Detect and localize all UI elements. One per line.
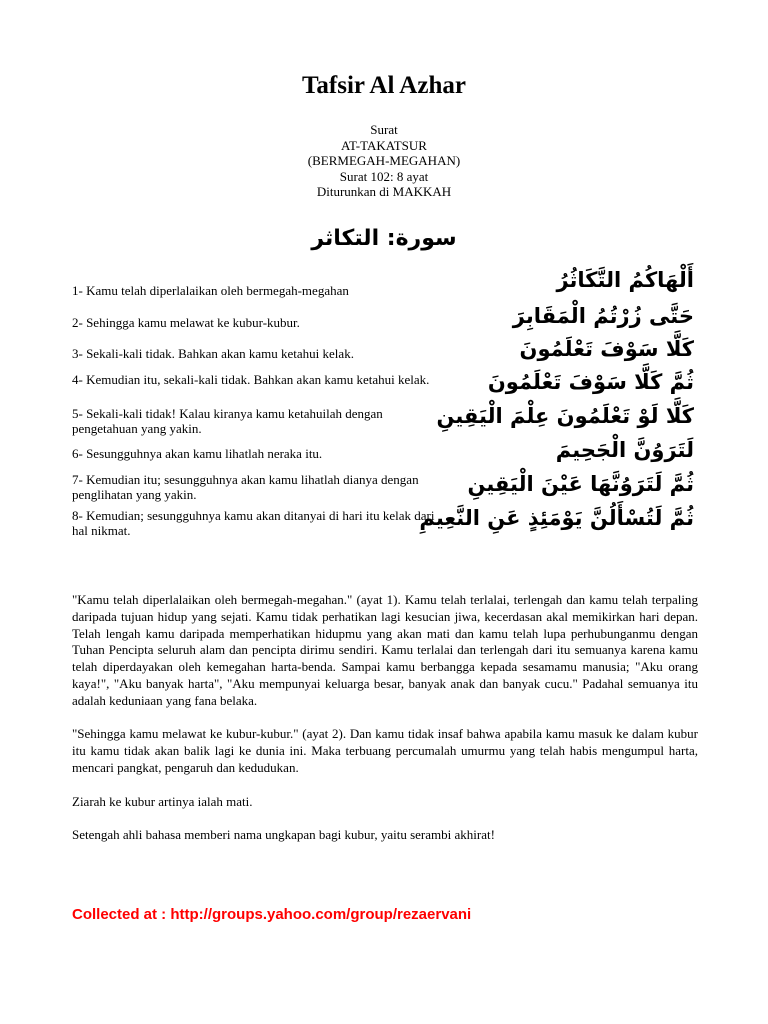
commentary-paragraph: "Sehingga kamu melawat ke kubur-kubur." (ayat 2). Dan kamu tidak insaf bahwa apabila kamu masuk ke dalam kubur itu kamu tidak akan balik lagi ke dunia ini. Maka terbuang percumalah umurmu yang telah habis mengumpul harta, mencari pangkat, pengaruh dan kedudukan. [72, 726, 698, 775]
verse-arabic: لَتَرَوُنَّ الْجَحِيمَ [555, 438, 694, 462]
verse-translation: 3- Sekali-kali tidak. Bahkan akan kamu ketahui kelak. [72, 346, 354, 361]
verse-arabic: ثُمَّ لَتُسْأَلُنَّ يَوْمَئِذٍ عَنِ النَّعِيمِ [419, 506, 694, 530]
verse-arabic: أَلْهَاكُمُ التَّكَاثُرُ [556, 268, 694, 292]
surah-name: AT-TAKATSUR [341, 137, 427, 153]
verse-translation: 6- Sesungguhnya akan kamu lihatlah neraka itu. [72, 446, 323, 461]
verse-arabic: ثُمَّ لَتَرَوُنَّهَا عَيْنَ الْيَقِينِ [467, 472, 694, 496]
surah-arabic-title: سورة: التكاثر [311, 226, 457, 251]
verse-arabic: ثُمَّ كَلَّا سَوْفَ تَعْلَمُونَ [487, 370, 694, 394]
surah-revelation: Diturunkan di MAKKAH [316, 184, 452, 199]
commentary-body [72, 592, 698, 861]
footer-source-link[interactable]: Collected at : http://groups.yahoo.com/group/rezaervani [72, 906, 472, 923]
verse-arabic: كَلَّا سَوْفَ تَعْلَمُونَ [519, 337, 694, 361]
verse-translation: 5- Sekali-kali tidak! Kalau kiranya kamu ketahuilah dengan pengetahuan yang yakin. [72, 406, 383, 436]
document-title: Tafsir Al Azhar [302, 72, 466, 99]
verse-arabic: كَلَّا لَوْ تَعْلَمُونَ عِلْمَ الْيَقِينِ [436, 404, 694, 428]
verse-translation: 4- Kemudian itu, sekali-kali tidak. Bahkan akan kamu ketahui kelak. [72, 372, 430, 387]
commentary-paragraph: Ziarah ke kubur artinya ialah mati. [72, 793, 253, 809]
surah-header [0, 122, 768, 200]
verse-translation: 1- Kamu telah diperlalaikan oleh bermegah-megahan [72, 283, 349, 298]
verse-translation: 7- Kemudian itu; sesungguhnya akan kamu lihatlah dianya dengan penglihatan yang yakin. [72, 472, 419, 502]
verse-translation: 8- Kemudian; sesungguhnya kamu akan ditanyai di hari itu kelak dari hal nikmat. [72, 508, 435, 538]
verse-translation: 2- Sehingga kamu melawat ke kubur-kubur. [72, 315, 300, 330]
surah-number: Surat 102: 8 ayat [339, 168, 429, 184]
surah-label: Surat [370, 122, 398, 137]
commentary-paragraph: Setengah ahli bahasa memberi nama ungkapan bagi kubur, yaitu serambi akhirat! [72, 827, 495, 843]
surah-meaning: (BERMEGAH-MEGAHAN) [307, 153, 461, 168]
commentary-paragraph: "Kamu telah diperlalaikan oleh bermegah-megahan." (ayat 1). Kamu telah terlalai, terlengah dan kamu telah terpaling daripada tujuan hidup yang sejati. Kamu tidak perhatikan lagi kesucian jiwa, kecerdasan akal memikirkan hari depan. Telah lengah kamu daripada memperhatikan hidupmu yang akan mati dan kamu telah lupa perhubunganmu dengan Tuhan Pencipta seluruh alam dan pencipta dirimu sendiri. Kamu terlalai dan terlengah dari itu semuanya karena kamu telah diperdayakan oleh kemegahan harta-benda. Sampai kamu berbangga kepada sesamamu manusia; "Aku orang kaya!", "Aku banyak harta", "Aku mempunyai keluarga besar, banyak anak dan banyak cucu." Padahal semuanya itu adalah keduniaan yang fana belaka. [72, 592, 698, 708]
verse-arabic: حَتَّى زُرْتُمُ الْمَقَابِرَ [512, 304, 694, 328]
